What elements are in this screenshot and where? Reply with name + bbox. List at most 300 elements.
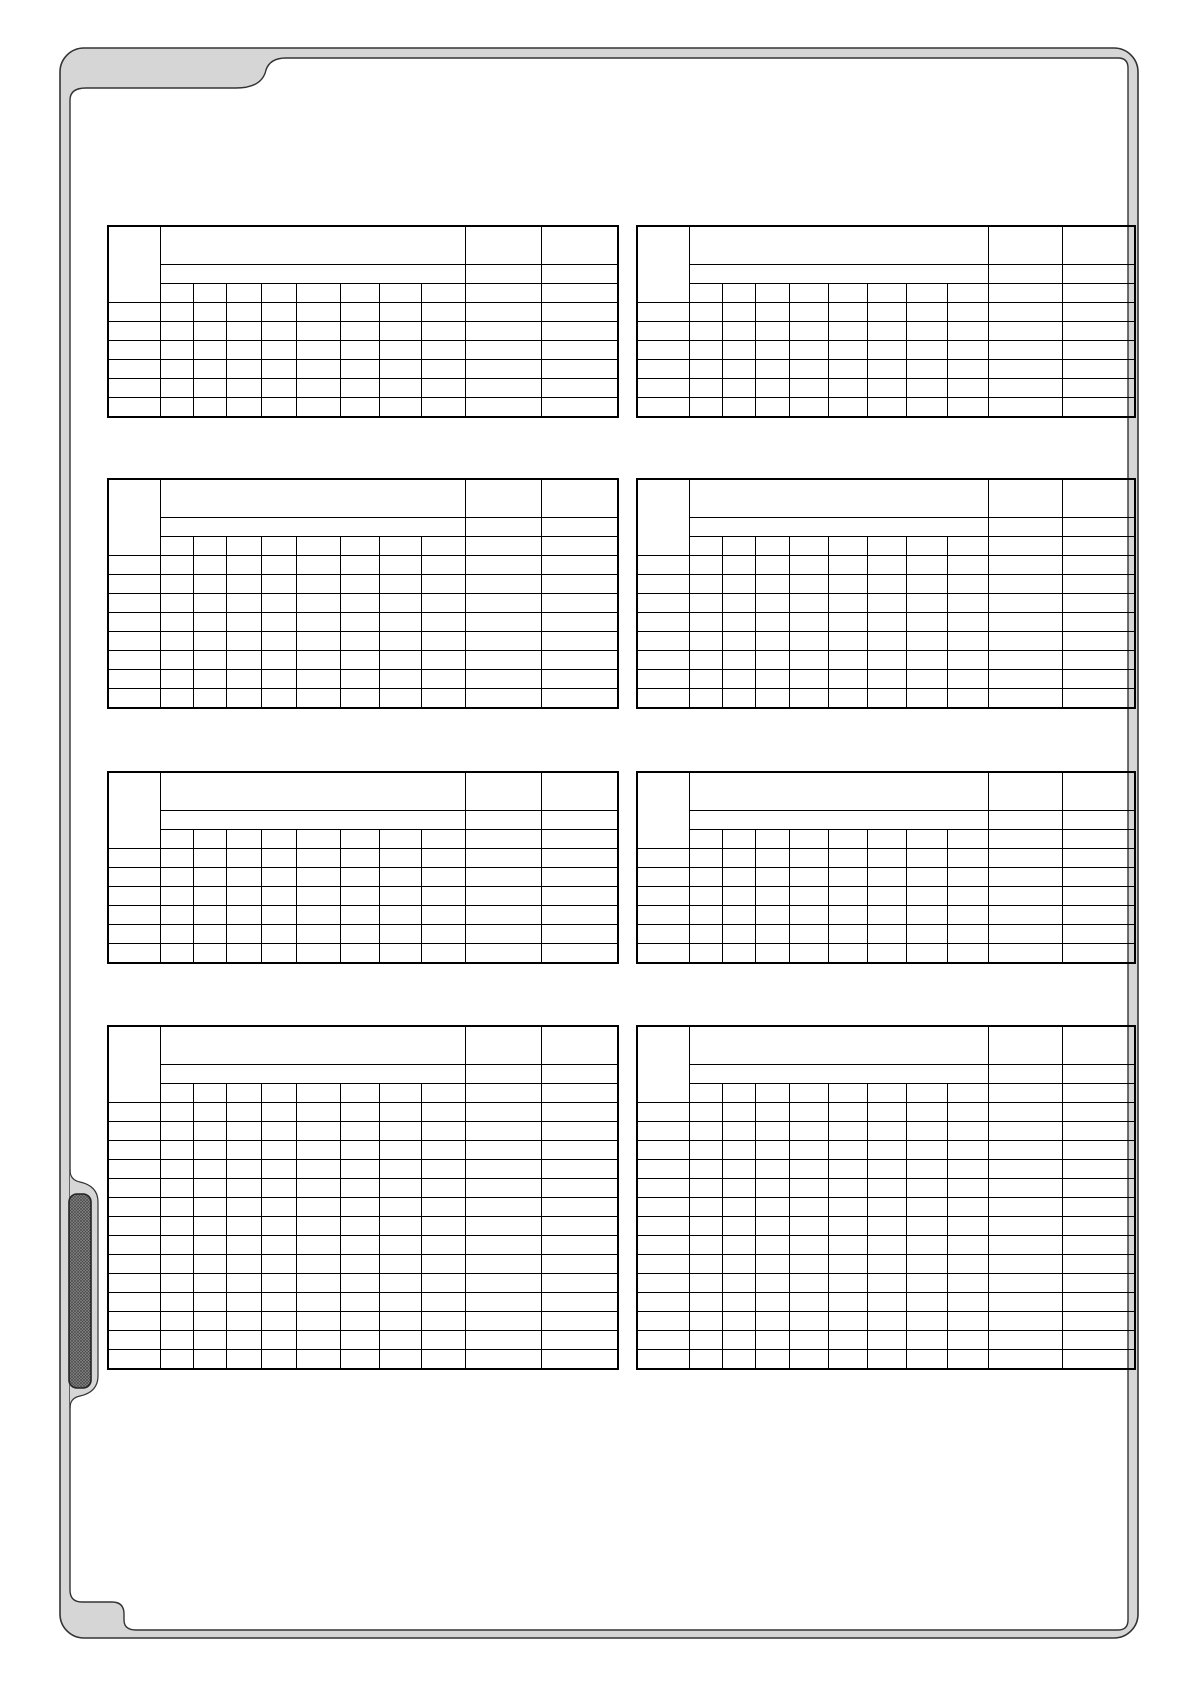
table-cell[interactable]	[828, 1217, 867, 1236]
table-cell[interactable]	[227, 1255, 262, 1274]
table-cell[interactable]	[689, 1198, 722, 1217]
table-cell[interactable]	[340, 1350, 379, 1370]
table-cell[interactable]	[947, 925, 988, 944]
table-cell[interactable]	[422, 398, 465, 418]
table-cell[interactable]	[465, 1236, 541, 1255]
table-cell[interactable]	[262, 632, 296, 651]
table-cell[interactable]	[193, 925, 226, 944]
table-cell[interactable]	[227, 944, 262, 964]
table-cell[interactable]	[296, 1103, 340, 1122]
table-cell[interactable]	[380, 1350, 422, 1370]
table-cell[interactable]	[193, 1312, 226, 1331]
table-cell[interactable]	[160, 670, 193, 689]
table-cell[interactable]	[689, 670, 722, 689]
table-cell[interactable]	[108, 906, 160, 925]
table-cell[interactable]	[722, 1122, 755, 1141]
table-cell[interactable]	[227, 398, 262, 418]
table-cell[interactable]	[108, 1312, 160, 1331]
table-cell[interactable]	[227, 887, 262, 906]
table-cell[interactable]	[541, 322, 618, 341]
table-cell[interactable]	[867, 322, 906, 341]
table-cell[interactable]	[947, 303, 988, 322]
table-cell[interactable]	[722, 689, 755, 709]
table-cell[interactable]	[160, 613, 193, 632]
table-cell[interactable]	[262, 1331, 296, 1350]
table-cell[interactable]	[1062, 906, 1135, 925]
table-cell[interactable]	[828, 556, 867, 575]
table-cell[interactable]	[380, 944, 422, 964]
table-cell[interactable]	[828, 1160, 867, 1179]
table-cell[interactable]	[227, 925, 262, 944]
table-cell[interactable]	[988, 906, 1062, 925]
table-cell[interactable]	[867, 1331, 906, 1350]
table-cell[interactable]	[789, 1312, 828, 1331]
table-cell[interactable]	[108, 651, 160, 670]
table-cell[interactable]	[227, 322, 262, 341]
table-cell[interactable]	[160, 303, 193, 322]
table-cell[interactable]	[789, 1274, 828, 1293]
table-cell[interactable]	[541, 360, 618, 379]
table-cell[interactable]	[906, 1350, 947, 1370]
table-cell[interactable]	[262, 1236, 296, 1255]
table-cell[interactable]	[160, 1217, 193, 1236]
table-cell[interactable]	[947, 594, 988, 613]
table-cell[interactable]	[1062, 1274, 1135, 1293]
table-cell[interactable]	[906, 1217, 947, 1236]
table-cell[interactable]	[227, 868, 262, 887]
table-cell[interactable]	[422, 594, 465, 613]
table-cell[interactable]	[637, 1122, 689, 1141]
table-cell[interactable]	[906, 398, 947, 418]
table-cell[interactable]	[541, 1179, 618, 1198]
table-cell[interactable]	[789, 1236, 828, 1255]
table-cell[interactable]	[867, 1293, 906, 1312]
table-cell[interactable]	[755, 1255, 789, 1274]
table-cell[interactable]	[193, 1141, 226, 1160]
table-cell[interactable]	[227, 1312, 262, 1331]
table-cell[interactable]	[789, 556, 828, 575]
table-cell[interactable]	[947, 1350, 988, 1370]
table-cell[interactable]	[867, 944, 906, 964]
table-cell[interactable]	[193, 670, 226, 689]
table-cell[interactable]	[689, 632, 722, 651]
table-cell[interactable]	[755, 1103, 789, 1122]
table-cell[interactable]	[541, 575, 618, 594]
table-cell[interactable]	[227, 632, 262, 651]
table-cell[interactable]	[380, 360, 422, 379]
table-cell[interactable]	[262, 1217, 296, 1236]
table-cell[interactable]	[867, 1350, 906, 1370]
table-cell[interactable]	[380, 556, 422, 575]
table-cell[interactable]	[789, 613, 828, 632]
table-cell[interactable]	[722, 556, 755, 575]
table-cell[interactable]	[160, 1141, 193, 1160]
table-cell[interactable]	[541, 1312, 618, 1331]
table-cell[interactable]	[296, 944, 340, 964]
table-cell[interactable]	[541, 1103, 618, 1122]
table-cell[interactable]	[947, 1160, 988, 1179]
table-cell[interactable]	[637, 849, 689, 868]
table-cell[interactable]	[160, 925, 193, 944]
table-cell[interactable]	[227, 1160, 262, 1179]
table-cell[interactable]	[1062, 556, 1135, 575]
table-cell[interactable]	[380, 689, 422, 709]
table-cell[interactable]	[340, 379, 379, 398]
table-cell[interactable]	[108, 575, 160, 594]
table-cell[interactable]	[637, 670, 689, 689]
table-cell[interactable]	[108, 613, 160, 632]
table-cell[interactable]	[380, 906, 422, 925]
table-cell[interactable]	[193, 632, 226, 651]
table-cell[interactable]	[422, 360, 465, 379]
table-cell[interactable]	[340, 868, 379, 887]
table-cell[interactable]	[465, 1255, 541, 1274]
table-cell[interactable]	[541, 379, 618, 398]
table-cell[interactable]	[541, 613, 618, 632]
table-cell[interactable]	[1062, 944, 1135, 964]
table-cell[interactable]	[755, 944, 789, 964]
table-cell[interactable]	[465, 341, 541, 360]
table-cell[interactable]	[340, 322, 379, 341]
table-cell[interactable]	[296, 1198, 340, 1217]
table-cell[interactable]	[340, 1103, 379, 1122]
table-cell[interactable]	[637, 1198, 689, 1217]
table-cell[interactable]	[296, 1331, 340, 1350]
table-cell[interactable]	[867, 360, 906, 379]
table-cell[interactable]	[1062, 651, 1135, 670]
table-cell[interactable]	[637, 613, 689, 632]
table-cell[interactable]	[422, 341, 465, 360]
table-cell[interactable]	[193, 594, 226, 613]
table-cell[interactable]	[1062, 303, 1135, 322]
table-cell[interactable]	[828, 868, 867, 887]
table-cell[interactable]	[380, 1217, 422, 1236]
table-cell[interactable]	[262, 887, 296, 906]
table-cell[interactable]	[906, 594, 947, 613]
table-cell[interactable]	[906, 379, 947, 398]
table-cell[interactable]	[227, 651, 262, 670]
table-cell[interactable]	[1062, 849, 1135, 868]
table-cell[interactable]	[108, 360, 160, 379]
table-cell[interactable]	[906, 575, 947, 594]
table-cell[interactable]	[755, 925, 789, 944]
table-cell[interactable]	[947, 906, 988, 925]
table-cell[interactable]	[422, 322, 465, 341]
table-cell[interactable]	[867, 1179, 906, 1198]
table-cell[interactable]	[828, 887, 867, 906]
table-cell[interactable]	[637, 887, 689, 906]
table-cell[interactable]	[340, 398, 379, 418]
table-cell[interactable]	[722, 594, 755, 613]
table-cell[interactable]	[108, 944, 160, 964]
table-cell[interactable]	[541, 1141, 618, 1160]
table-cell[interactable]	[108, 556, 160, 575]
table-cell[interactable]	[755, 689, 789, 709]
table-cell[interactable]	[689, 689, 722, 709]
table-cell[interactable]	[465, 556, 541, 575]
table-cell[interactable]	[422, 1179, 465, 1198]
table-cell[interactable]	[988, 1122, 1062, 1141]
table-cell[interactable]	[1062, 1122, 1135, 1141]
table-cell[interactable]	[828, 670, 867, 689]
table-cell[interactable]	[789, 1198, 828, 1217]
table-cell[interactable]	[689, 1293, 722, 1312]
table-cell[interactable]	[541, 670, 618, 689]
table-cell[interactable]	[262, 322, 296, 341]
table-cell[interactable]	[262, 1179, 296, 1198]
table-cell[interactable]	[340, 849, 379, 868]
table-cell[interactable]	[988, 1198, 1062, 1217]
table-cell[interactable]	[689, 1160, 722, 1179]
table-cell[interactable]	[988, 341, 1062, 360]
table-cell[interactable]	[541, 1198, 618, 1217]
table-cell[interactable]	[340, 556, 379, 575]
table-cell[interactable]	[340, 689, 379, 709]
table-cell[interactable]	[789, 322, 828, 341]
table-cell[interactable]	[193, 1160, 226, 1179]
table-cell[interactable]	[160, 1198, 193, 1217]
table-cell[interactable]	[262, 1293, 296, 1312]
table-cell[interactable]	[380, 1179, 422, 1198]
table-cell[interactable]	[380, 1236, 422, 1255]
table-cell[interactable]	[262, 398, 296, 418]
table-cell[interactable]	[465, 651, 541, 670]
table-cell[interactable]	[340, 632, 379, 651]
table-cell[interactable]	[789, 689, 828, 709]
table-cell[interactable]	[947, 849, 988, 868]
table-cell[interactable]	[755, 613, 789, 632]
table-cell[interactable]	[755, 379, 789, 398]
table-cell[interactable]	[637, 906, 689, 925]
table-cell[interactable]	[296, 322, 340, 341]
table-cell[interactable]	[296, 1179, 340, 1198]
table-cell[interactable]	[465, 925, 541, 944]
table-cell[interactable]	[340, 651, 379, 670]
table-cell[interactable]	[828, 689, 867, 709]
table-cell[interactable]	[947, 379, 988, 398]
table-cell[interactable]	[828, 1198, 867, 1217]
table-cell[interactable]	[227, 1236, 262, 1255]
table-cell[interactable]	[108, 303, 160, 322]
table-cell[interactable]	[296, 1293, 340, 1312]
table-cell[interactable]	[108, 1255, 160, 1274]
table-cell[interactable]	[262, 1141, 296, 1160]
table-cell[interactable]	[755, 670, 789, 689]
table-cell[interactable]	[296, 670, 340, 689]
table-cell[interactable]	[947, 887, 988, 906]
table-cell[interactable]	[296, 1122, 340, 1141]
table-cell[interactable]	[160, 322, 193, 341]
table-cell[interactable]	[689, 849, 722, 868]
table-cell[interactable]	[988, 1236, 1062, 1255]
table-cell[interactable]	[789, 1293, 828, 1312]
table-cell[interactable]	[722, 670, 755, 689]
table-cell[interactable]	[465, 575, 541, 594]
table-cell[interactable]	[755, 398, 789, 418]
table-cell[interactable]	[828, 341, 867, 360]
table-cell[interactable]	[227, 613, 262, 632]
table-cell[interactable]	[465, 887, 541, 906]
table-cell[interactable]	[828, 1293, 867, 1312]
table-cell[interactable]	[340, 613, 379, 632]
table-cell[interactable]	[296, 868, 340, 887]
table-cell[interactable]	[828, 1350, 867, 1370]
table-cell[interactable]	[296, 1255, 340, 1274]
table-cell[interactable]	[637, 1217, 689, 1236]
table-cell[interactable]	[789, 651, 828, 670]
table-cell[interactable]	[160, 360, 193, 379]
table-cell[interactable]	[422, 632, 465, 651]
table-cell[interactable]	[789, 849, 828, 868]
table-cell[interactable]	[689, 556, 722, 575]
table-cell[interactable]	[755, 868, 789, 887]
table-cell[interactable]	[755, 651, 789, 670]
table-cell[interactable]	[262, 360, 296, 379]
table-cell[interactable]	[262, 613, 296, 632]
table-cell[interactable]	[867, 1312, 906, 1331]
table-cell[interactable]	[541, 1122, 618, 1141]
table-cell[interactable]	[262, 1122, 296, 1141]
table-cell[interactable]	[637, 341, 689, 360]
table-cell[interactable]	[1062, 925, 1135, 944]
table-cell[interactable]	[947, 360, 988, 379]
table-cell[interactable]	[906, 925, 947, 944]
table-cell[interactable]	[637, 944, 689, 964]
table-cell[interactable]	[380, 1160, 422, 1179]
table-cell[interactable]	[789, 379, 828, 398]
table-cell[interactable]	[637, 1160, 689, 1179]
table-cell[interactable]	[227, 689, 262, 709]
table-cell[interactable]	[789, 906, 828, 925]
table-cell[interactable]	[193, 1236, 226, 1255]
table-cell[interactable]	[867, 1255, 906, 1274]
table-cell[interactable]	[637, 594, 689, 613]
table-cell[interactable]	[465, 906, 541, 925]
table-cell[interactable]	[340, 1255, 379, 1274]
table-cell[interactable]	[637, 925, 689, 944]
table-cell[interactable]	[867, 556, 906, 575]
table-cell[interactable]	[340, 1331, 379, 1350]
table-cell[interactable]	[340, 341, 379, 360]
table-cell[interactable]	[789, 575, 828, 594]
table-cell[interactable]	[947, 1236, 988, 1255]
table-cell[interactable]	[541, 689, 618, 709]
table-cell[interactable]	[689, 906, 722, 925]
table-cell[interactable]	[988, 868, 1062, 887]
table-cell[interactable]	[689, 1331, 722, 1350]
table-cell[interactable]	[828, 360, 867, 379]
table-cell[interactable]	[947, 341, 988, 360]
table-cell[interactable]	[465, 1274, 541, 1293]
table-cell[interactable]	[789, 1141, 828, 1160]
table-cell[interactable]	[193, 887, 226, 906]
table-cell[interactable]	[422, 1331, 465, 1350]
table-cell[interactable]	[380, 379, 422, 398]
table-cell[interactable]	[755, 906, 789, 925]
table-cell[interactable]	[108, 594, 160, 613]
table-cell[interactable]	[296, 613, 340, 632]
table-cell[interactable]	[160, 887, 193, 906]
table-cell[interactable]	[108, 632, 160, 651]
table-cell[interactable]	[541, 849, 618, 868]
table-cell[interactable]	[262, 379, 296, 398]
table-cell[interactable]	[296, 906, 340, 925]
table-cell[interactable]	[193, 906, 226, 925]
table-cell[interactable]	[722, 1179, 755, 1198]
table-cell[interactable]	[637, 1312, 689, 1331]
table-cell[interactable]	[465, 360, 541, 379]
table-cell[interactable]	[160, 1350, 193, 1370]
table-cell[interactable]	[755, 1236, 789, 1255]
table-cell[interactable]	[380, 575, 422, 594]
table-cell[interactable]	[789, 1160, 828, 1179]
table-cell[interactable]	[689, 1255, 722, 1274]
table-cell[interactable]	[380, 594, 422, 613]
table-cell[interactable]	[689, 1217, 722, 1236]
table-cell[interactable]	[108, 1103, 160, 1122]
table-cell[interactable]	[906, 887, 947, 906]
table-cell[interactable]	[867, 849, 906, 868]
table-cell[interactable]	[380, 322, 422, 341]
table-cell[interactable]	[193, 689, 226, 709]
table-cell[interactable]	[380, 1198, 422, 1217]
table-cell[interactable]	[227, 594, 262, 613]
table-cell[interactable]	[422, 1293, 465, 1312]
table-cell[interactable]	[988, 1103, 1062, 1122]
table-cell[interactable]	[755, 1293, 789, 1312]
table-cell[interactable]	[789, 1122, 828, 1141]
table-cell[interactable]	[227, 1141, 262, 1160]
table-cell[interactable]	[637, 689, 689, 709]
table-cell[interactable]	[947, 1255, 988, 1274]
table-cell[interactable]	[906, 1236, 947, 1255]
table-cell[interactable]	[380, 1141, 422, 1160]
table-cell[interactable]	[160, 594, 193, 613]
table-cell[interactable]	[906, 1141, 947, 1160]
table-cell[interactable]	[789, 868, 828, 887]
table-cell[interactable]	[193, 1103, 226, 1122]
table-cell[interactable]	[906, 341, 947, 360]
table-cell[interactable]	[340, 1236, 379, 1255]
table-cell[interactable]	[867, 651, 906, 670]
table-cell[interactable]	[193, 1331, 226, 1350]
table-cell[interactable]	[947, 575, 988, 594]
table-cell[interactable]	[722, 925, 755, 944]
table-cell[interactable]	[422, 849, 465, 868]
table-cell[interactable]	[262, 944, 296, 964]
table-cell[interactable]	[1062, 632, 1135, 651]
table-cell[interactable]	[422, 1236, 465, 1255]
table-cell[interactable]	[755, 303, 789, 322]
table-cell[interactable]	[160, 1312, 193, 1331]
table-cell[interactable]	[906, 556, 947, 575]
table-cell[interactable]	[1062, 689, 1135, 709]
table-cell[interactable]	[465, 322, 541, 341]
table-cell[interactable]	[828, 906, 867, 925]
table-cell[interactable]	[988, 1312, 1062, 1331]
table-cell[interactable]	[988, 651, 1062, 670]
table-cell[interactable]	[262, 1103, 296, 1122]
table-cell[interactable]	[108, 1141, 160, 1160]
table-cell[interactable]	[193, 1255, 226, 1274]
table-cell[interactable]	[465, 398, 541, 418]
table-cell[interactable]	[988, 556, 1062, 575]
table-cell[interactable]	[789, 887, 828, 906]
table-cell[interactable]	[227, 906, 262, 925]
table-cell[interactable]	[637, 1236, 689, 1255]
table-cell[interactable]	[988, 303, 1062, 322]
table-cell[interactable]	[1062, 341, 1135, 360]
